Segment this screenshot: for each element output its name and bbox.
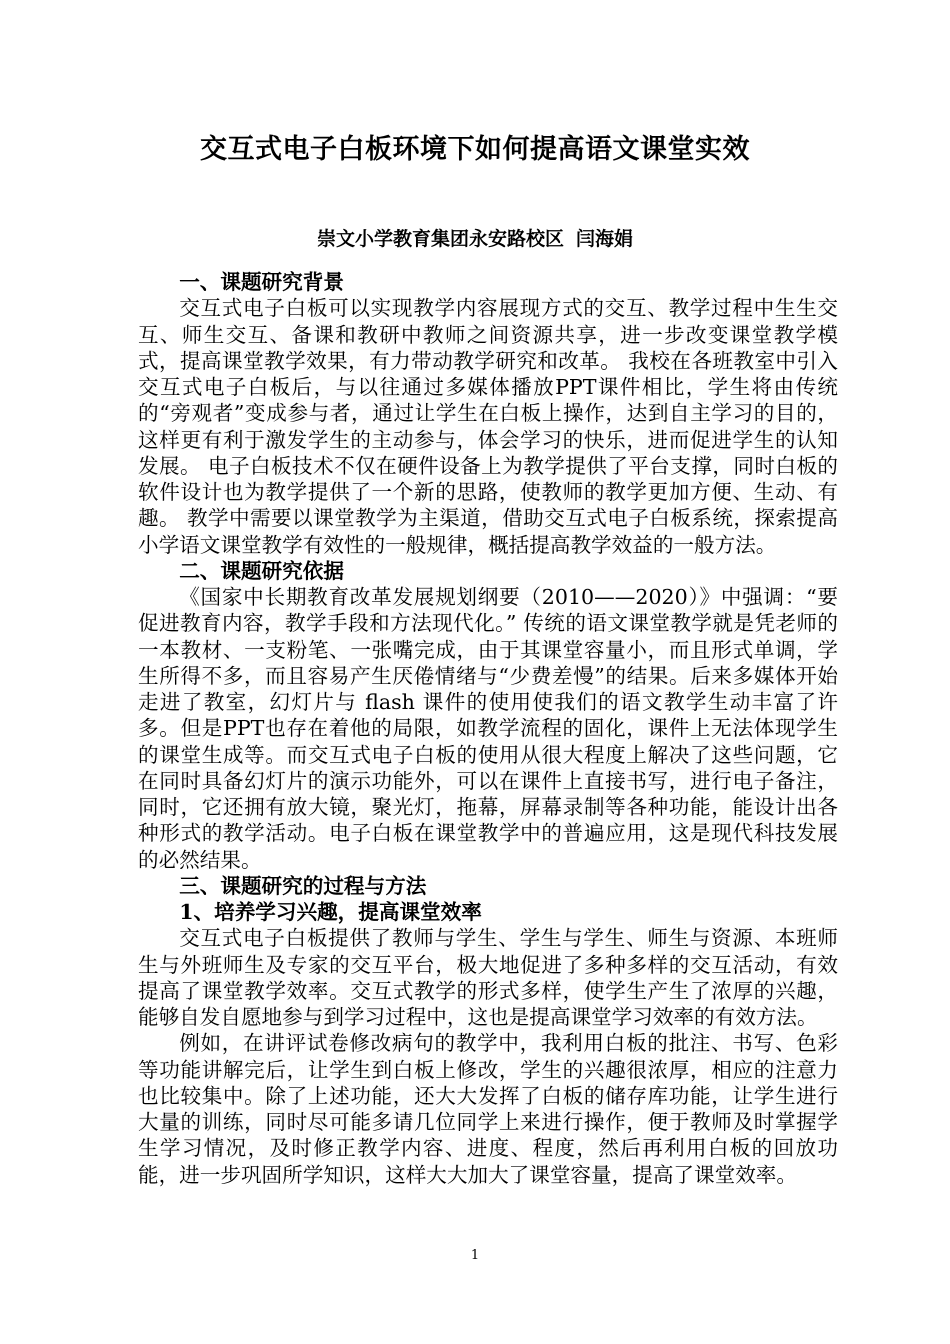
section-heading-basis: 二、课题研究依据 [179,558,344,583]
section-paragraph-process-1: 交互式电子白板提供了教师与学生、学生与学生、师生与资源、本班师生与外班师生及专家的交互平台，极大地促进了多种多样的交互活动，有效提高了课堂教学效率。交互式教学的形式多样，使学生产生了浓厚的兴趣，能够自发自愿地参与到学习过程中，这也是提高课堂学习效率的有效方法。 [138,926,838,1029]
page-number: 1 [470,1248,480,1263]
author-line [0,226,950,252]
document-title: 交互式电子白板环境下如何提高语文课堂实效 [200,134,750,165]
section-paragraph-background: 交互式电子白板可以实现教学内容展现方式的交互、教学过程中生生交互、师生交互、备课和教研中教师之间资源共享，进一步改变课堂教学模式，提高课堂教学效果，有力带动教学研究和改革。 我校在各班教室中引入交互式电子白板后，与以往通过多媒体播放PPT课件相比，学生将由传统的“旁观者”变成参与者，通过让学生在白板上操作，达到自主学习的目的，这样更有利于激发学生的主动参与，体会学习的快乐，进而促进学生的认知发展。 电子白板技术不仅在硬件设备上为教学提供了平台支撑，同时白板的软件设计也为教学提供了一个新的思路，使教师的教学更加方便、生动、有趣。 教学中需要以课堂教学为主渠道，借助交互式电子白板系统，探索提高小学语文课堂教学有效性的一般规律，概括提高教学效益的一般方法。 [138,296,838,557]
subsection-heading-interest: 1、培养学习兴趣，提高课堂效率 [179,900,482,924]
section-paragraph-process-2: 例如，在讲评试卷修改病句的教学中，我利用白板的批注、书写、色彩等功能讲解完后，让学生到白板上修改，学生的兴趣很浓厚，相应的注意力也比较集中。除了上述功能，还大大发挥了白板的储存库功能，让学生进行大量的训练，同时尽可能多请几位同学上来进行操作，便于教师及时掌握学生学习情况，及时修正教学内容、进度、程度，然后再利用白板的回放功能，进一步巩固所学知识，这样大大加大了课堂容量，提高了课堂效率。 [138,1031,838,1187]
author-school: 崇文小学教育集团永安路校区 [316,228,564,250]
document-body [138,269,838,1188]
section-paragraph-basis: 《国家中长期教育改革发展规划纲要（2010——2020）》中强调：“要促进教育内容，教学手段和方法现代化。” 传统的语文课堂教学就是凭老师的一本教材、一支粉笔、一张嘴完成，由于其课堂容量小，而且形式单调，学生所得不多，而且容易产生厌倦情绪与“少费差慢”的结果。后来多媒体开始走进了教室，幻灯片与 flash 课件的使用使我们的语文教学生动丰富了许多。但是PPT也存在着他的局限，如教学流程的固化，课件上无法体现学生的课堂生成等。而交互式电子白板的使用从很大程度上解决了这些问题，它在同时具备幻灯片的演示功能外，可以在课件上直接书写，进行电子备注，同时，它还拥有放大镜，聚光灯，拖幕，屏幕录制等各种功能，能设计出各种形式的教学活动。电子白板在课堂教学中的普遍应用，这是现代科技发展的必然结果。 [138,585,838,872]
author-name: 闫海娟 [576,228,634,250]
section-heading-process: 三、课题研究的过程与方法 [179,873,427,898]
section-heading-background: 一、课题研究背景 [179,270,344,294]
